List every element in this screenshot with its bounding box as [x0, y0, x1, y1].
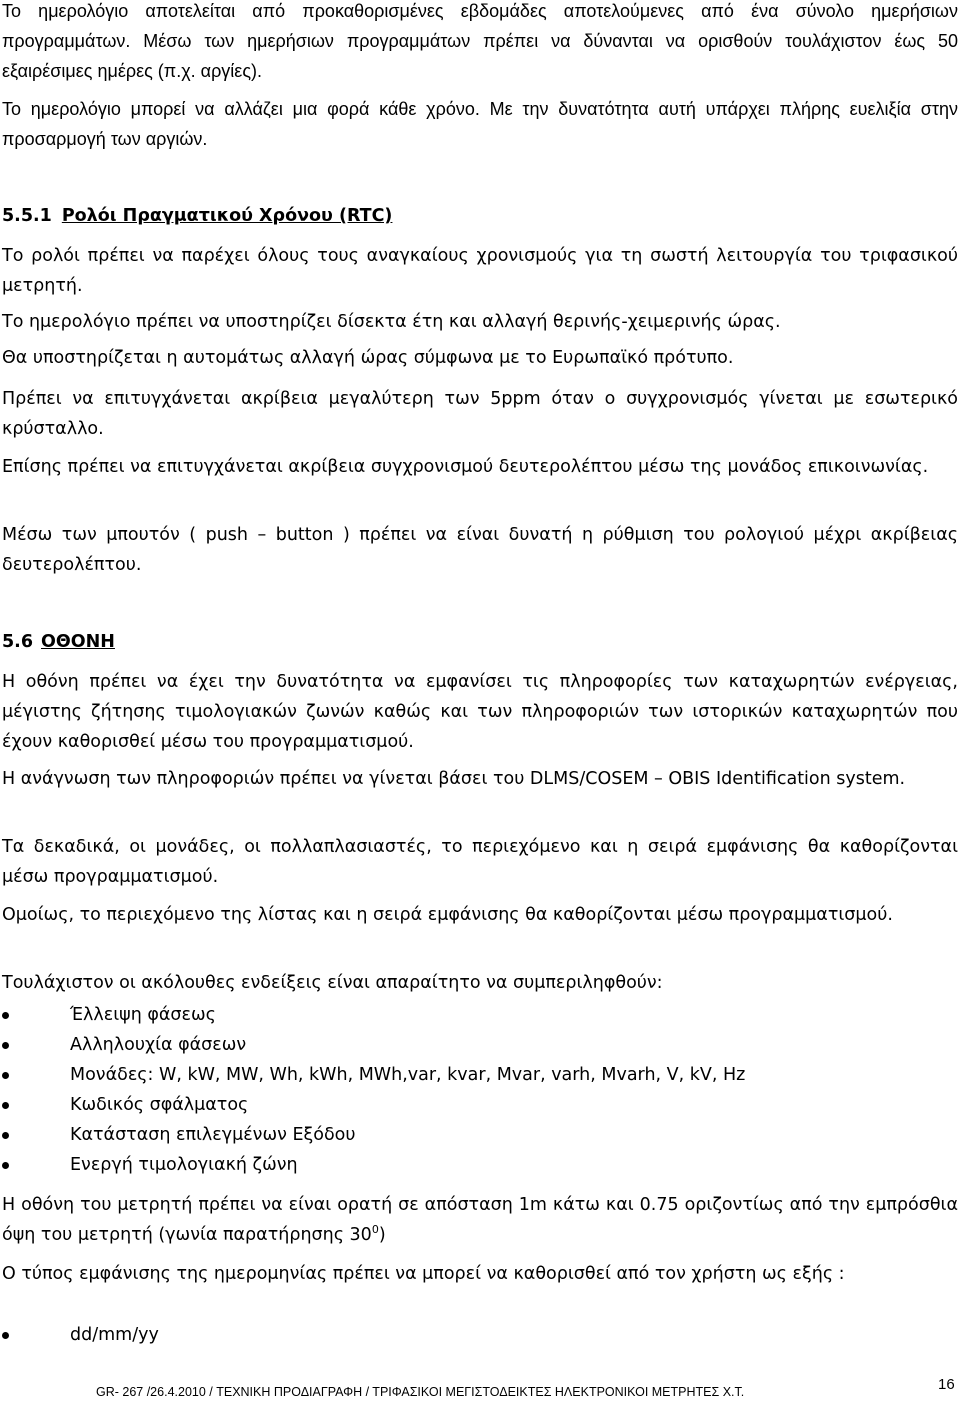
display-paragraph-2: Η ανάγνωση των πληροφοριών πρέπει να γίνεται βάσει του DLMS/COSEM – OBIS Identification system.: [2, 769, 906, 789]
rtc-paragraph-2: Το ημερολόγιο πρέπει να υποστηρίζει δίσεκτα έτη και αλλαγή θερινής-χειμερινής ώρας.: [2, 312, 781, 332]
list-item: Ενεργή τιμολογιακή ζώνη: [0, 1150, 745, 1180]
page-number: 16: [938, 1376, 955, 1393]
page-footer: GR- 267 /26.4.2010 / ΤΕΧΝΙΚΗ ΠΡΟΔΙΑΓΡΑΦΗ / ΤΡΙΦΑΣΙΚΟΙ ΜΕΓΙΣΤΟΔΕΙΚΤΕΣ ΗΛΕΚΤΡΟΝΙΚΟΙ ΜΕΤΡΗΤΕΣ Χ.Τ.: [96, 1385, 745, 1399]
section-heading-rtc: [2, 201, 392, 231]
display-paragraph-1: Η οθόνη πρέπει να έχει την δυνατότητα να εμφανίσει τις πληροφορίες των καταχωρητών ενέργειας, μέγιστης ζήτησης τιμολογιακών ζωνών καθώς και των πληροφοριών των ιστορικών καταχωρητών που έχουν καθορισθεί μέσω του προγραμματισμού.: [2, 672, 958, 752]
section-heading-display: [2, 627, 115, 657]
intro-paragraph-1: Το ημερολόγιο αποτελείται από προκαθορισμένες εβδομάδες αποτελούμενες από ένα σύνολο ημερήσιων προγραμμάτων. Μέσω των ημερήσιων προγραμμάτων πρέπει να δύνανται να ορισθούν τουλάχιστον έως 50 εξαιρέσιμες ημέρες (π.χ. αργίες).: [2, 1, 958, 81]
visibility-paragraph: Η οθόνη του μετρητή πρέπει να είναι ορατή σε απόσταση 1m κάτω και 0.75 οριζοντίως από την εμπρόσθια όψη του μετρητή (γωνία παρατήρησης $30^0$): [2, 1195, 958, 1245]
section-title: ΟΘΟΝΗ: [41, 632, 115, 652]
bullet-icon: [2, 1132, 9, 1139]
rtc-paragraph-1: Το ρολόι πρέπει να παρέχει όλους τους αναγκαίους χρονισμούς για τη σωστή λειτουργία του τριφασικού μετρητή.: [2, 246, 958, 296]
bullet-icon: [2, 1012, 9, 1019]
display-paragraph-3: Τα δεκαδικά, οι μονάδες, οι πολλαπλασιαστές, το περιεχόμενο και η σειρά εμφάνισης θα καθορίζονται μέσω προγραμματισμού.: [2, 837, 958, 887]
list-item: Μονάδες: W, kW, MW, Wh, kWh, MWh,var, kvar, Mvar, varh, Mvarh, V, kV, Hz: [0, 1060, 745, 1090]
indications-list: [0, 1000, 745, 1180]
rtc-paragraph-6: Μέσω των μπουτόν ( push – button ) πρέπει να είναι δυνατή η ρύθμιση του ρολογιού μέχρι ακρίβειας δευτερολέπτου.: [2, 525, 958, 575]
list-item: Έλλειψη φάσεως: [0, 1000, 745, 1030]
date-format-list: [0, 1320, 159, 1350]
bullet-icon: [2, 1042, 9, 1049]
display-paragraph-4: Ομοίως, το περιεχόμενο της λίστας και η σειρά εμφάνισης θα καθορίζονται μέσω προγραμματισμού.: [2, 905, 893, 925]
section-number: 5.6: [2, 632, 34, 652]
rtc-paragraph-3: Θα υποστηρίζεται η αυτομάτως αλλαγή ώρας σύμφωνα με το Ευρωπαϊκό πρότυπο.: [2, 348, 734, 368]
date-format-paragraph: Ο τύπος εμφάνισης της ημερομηνίας πρέπει να μπορεί να καθορισθεί από τον χρήστη ως εξής :: [2, 1264, 845, 1284]
list-item: Κωδικός σφάλματος: [0, 1090, 745, 1120]
intro-paragraph-2: Το ημερολόγιο μπορεί να αλλάζει μια φορά κάθε χρόνο. Με την δυνατότητα αυτή υπάρχει πλήρης ευελιξία στην προσαρμογή των αργιών.: [2, 99, 958, 149]
display-paragraph-5: Τουλάχιστον οι ακόλουθες ενδείξεις είναι απαραίτητο να συμπεριληφθούν:: [2, 973, 663, 993]
bullet-icon: [2, 1332, 9, 1339]
rtc-paragraph-4: Πρέπει να επιτυγχάνεται ακρίβεια μεγαλύτερη των 5ppm όταν ο συγχρονισμός γίνεται με εσωτερικό κρύσταλλο.: [2, 389, 958, 439]
list-item: Κατάσταση επιλεγμένων Εξόδου: [0, 1120, 745, 1150]
bullet-icon: [2, 1102, 9, 1109]
list-item: Αλληλουχία φάσεων: [0, 1030, 745, 1060]
list-item: dd/mm/yy: [0, 1320, 159, 1350]
bullet-icon: [2, 1072, 9, 1079]
rtc-paragraph-5: Επίσης πρέπει να επιτυγχάνεται ακρίβεια συγχρονισμού δευτερολέπτου μέσω της μονάδος επικοινωνίας.: [2, 457, 929, 477]
bullet-icon: [2, 1162, 9, 1169]
section-title: Ρολόι Πραγματικού Χρόνου (RTC): [61, 206, 393, 226]
section-number: 5.5.1: [2, 206, 52, 226]
